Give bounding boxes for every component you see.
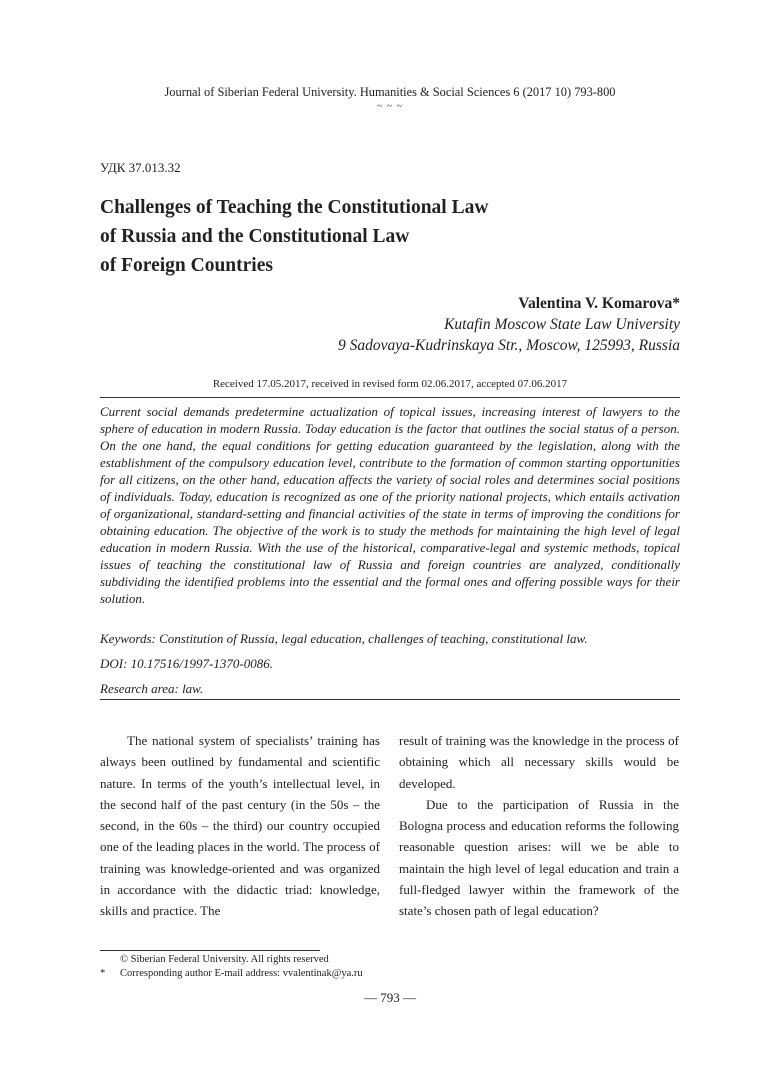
title-line: of Russia and the Constitutional Law [100, 226, 410, 247]
keywords: Keywords: Constitution of Russia, legal education, challenges of teaching, constitutional law. [100, 631, 588, 646]
body-right-column [399, 730, 679, 922]
author-block [338, 293, 680, 356]
body-paragraph: Due to the participation of Russia in the Bologna process and education reforms the following reasonable question arises: will we be able to maintain the high level of legal education and train a full-fledged lawyer within the framework of the state’s chosen path of legal education? [399, 796, 679, 919]
author-name: Valentina V. Komarova* [518, 295, 680, 312]
footnote-rule [100, 950, 320, 951]
title-line: Challenges of Teaching the Constitutional Law [100, 197, 489, 218]
author-address: 9 Sadovaya-Kudrinskaya Str., Moscow, 125993, Russia [338, 337, 680, 354]
header-separator: ~ ~ ~ [376, 101, 404, 112]
footnote-corresponding: * Corresponding author E-mail address: vvalentinak@ya.ru [100, 968, 363, 979]
author-affiliation: Kutafin Moscow State Law University [444, 316, 680, 333]
title-line: of Foreign Countries [100, 255, 273, 276]
body-paragraph: result of training was the knowledge in the process of obtaining which all necessary skills would be developed. [399, 733, 679, 791]
footnotes [100, 953, 363, 981]
abstract: Current social demands predetermine actualization of topical issues, increasing interest of lawyers to the sphere of education in modern Russia. Today education is the factor that outlines the social status of a person. On the one hand, the equal conditions for getting education guaranteed by the legislation, along with the establishment of the compulsory education level, contribute to the formation of common starting opportunities for all citizens, on the other hand, education affects the variety of social roles and determines social positions of individuals. Today, education is recognized as one of the priority national projects, which entails activation of organizational, standard-setting and financial activities of the state in terms of improving the conditions for obtaining education. The objective of the work is to study the methods for maintaining the high level of legal education in modern Russia. With the use of the historical, comparative-legal and systemic methods, topical issues of teaching the constitutional law of Russia and foreign countries are analyzed, conditionally subdividing the identified problems into the essential and the formal ones and offering possible ways for their solution. [100, 404, 680, 606]
body-left-column [100, 730, 380, 922]
abstract-bottom-rule [100, 699, 680, 700]
journal-header: Journal of Siberian Federal University. Humanities & Social Sciences 6 (2017 10) 793-800 [164, 85, 616, 99]
page-number: — 793 — [364, 990, 416, 1005]
doi: DOI: 10.17516/1997-1370-0086. [100, 656, 273, 671]
udk-code: УДК 37.013.32 [100, 160, 181, 175]
received-dates: Received 17.05.2017, received in revised form 02.06.2017, accepted 07.06.2017 [212, 378, 568, 390]
body-paragraph: The national system of specialists’ training has always been outlined by fundamental and scientific nature. In terms of the youth’s intellectual level, in the second half of the past century (in the 50s – the second, in the 60s – the third) our country occupied one of the leading places in the world. The process of training was knowledge-oriented and was organized in accordance with the didactic triad: knowledge, skills and practice. The [100, 733, 380, 919]
article-title [100, 193, 620, 280]
footnote-copyright: © Siberian Federal University. All rights reserved [120, 954, 329, 965]
research-area: Research area: law. [100, 681, 204, 696]
abstract-top-rule [100, 397, 680, 398]
